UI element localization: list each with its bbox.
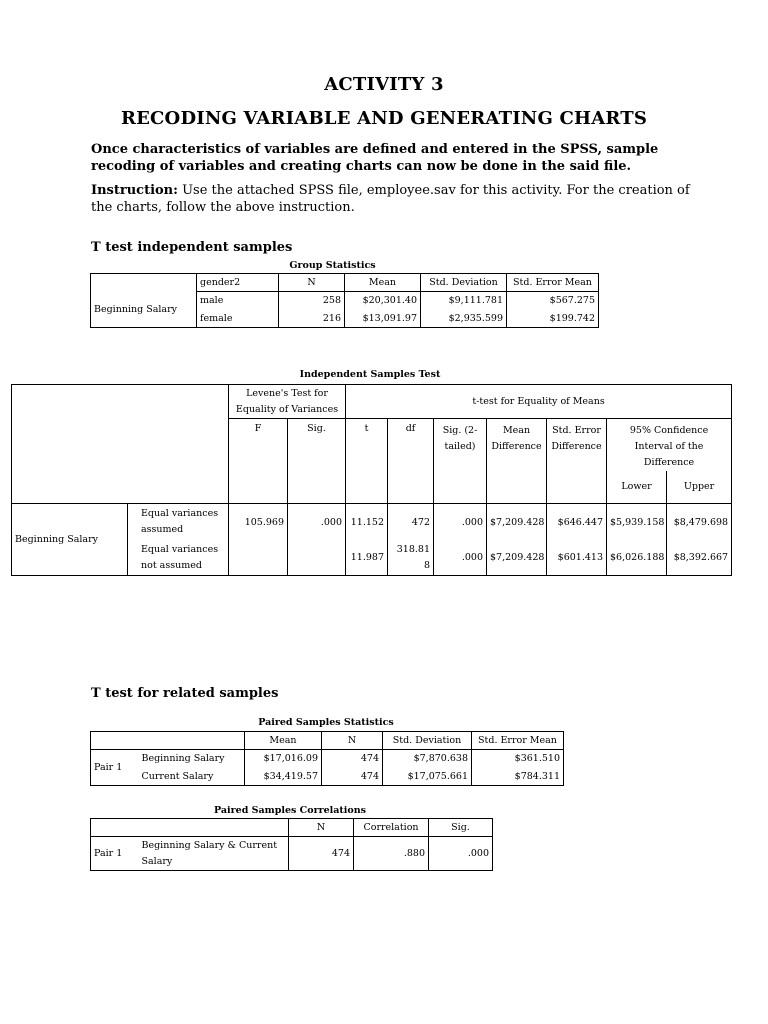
female-mean: $13,091.97 (345, 310, 421, 328)
not-assumed-t: 11.987 (346, 541, 388, 575)
levene-sig: .000 (288, 503, 346, 541)
correlation-sig: .000 (429, 837, 493, 871)
female-std-error-mean: $199.742 (507, 310, 599, 328)
intro-paragraph: Once characteristics of variables are defined and entered in the SPSS, sample recoding of variables and creating charts can now be done in the said file. (91, 142, 659, 174)
col-std-error-mean: Std. Error Mean (507, 274, 599, 292)
assumed-df: 472 (388, 503, 434, 541)
group-female: female (197, 310, 279, 328)
col-std-error-mean: Std. Error Mean (472, 732, 564, 750)
col-n: N (322, 732, 383, 750)
male-mean: $20,301.40 (345, 292, 421, 310)
instruction-paragraph (91, 182, 691, 216)
col-correlation: Correlation (354, 819, 429, 837)
table-row (12, 503, 732, 541)
current-salary-label: Current Salary (139, 768, 245, 786)
col-sig: Sig. (429, 819, 493, 837)
col-sig-2tailed: Sig. (2-tailed) (434, 419, 487, 504)
col-n: N (289, 819, 354, 837)
instruction-label: Instruction: (91, 183, 178, 198)
not-assumed-sig-2tailed: .000 (434, 541, 487, 575)
col-t: t (346, 419, 388, 504)
col-f: F (229, 419, 288, 504)
beginning-std-deviation: $7,870.638 (383, 750, 472, 768)
pair-variables-label: Beginning Salary & Current Salary (139, 837, 289, 871)
row-label-beginning-salary: Beginning Salary (91, 292, 197, 328)
independent-samples-table (11, 384, 732, 576)
col-mean: Mean (345, 274, 421, 292)
table-row (91, 750, 564, 768)
equal-variances-assumed-label: Equal variances assumed (128, 503, 229, 541)
blank-cell (12, 419, 229, 472)
not-assumed-std-error-difference: $601.413 (547, 541, 607, 575)
col-mean: Mean (245, 732, 322, 750)
current-n: 474 (322, 768, 383, 786)
current-mean: $34,419.57 (245, 768, 322, 786)
assumed-upper: $8,479.698 (667, 503, 732, 541)
blank-cell (12, 471, 229, 503)
equal-variances-not-assumed-label: Equal variances not assumed (128, 541, 229, 575)
col-std-error-difference: Std. Error Difference (547, 419, 607, 504)
pair-label: Pair 1 (91, 750, 139, 786)
table-row (91, 837, 493, 871)
col-sig: Sig. (288, 419, 346, 504)
table-row (91, 768, 564, 786)
instruction-text: Use the attached SPSS file, employee.sav for this activity. For the creation of the charts, follow the above instruction. (91, 183, 690, 215)
table-row (91, 292, 599, 310)
col-upper: Upper (667, 471, 732, 503)
assumed-t: 11.152 (346, 503, 388, 541)
assumed-std-error-difference: $646.447 (547, 503, 607, 541)
group-statistics-caption: Group Statistics (289, 260, 376, 271)
male-std-error-mean: $567.275 (507, 292, 599, 310)
beginning-mean: $17,016.09 (245, 750, 322, 768)
male-n: 258 (279, 292, 345, 310)
beginning-n: 474 (322, 750, 383, 768)
group-statistics-table (90, 273, 599, 328)
corner-cell (91, 819, 289, 837)
col-gender2: gender2 (197, 274, 279, 292)
beginning-std-error-mean: $361.510 (472, 750, 564, 768)
male-std-deviation: $9,111.781 (421, 292, 507, 310)
female-std-deviation: $2,935.599 (421, 310, 507, 328)
independent-samples-caption: Independent Samples Test (299, 369, 441, 380)
section-heading-related: T test for related samples (91, 686, 279, 701)
col-mean-difference: Mean Difference (487, 419, 547, 504)
col-lower: Lower (607, 471, 667, 503)
assumed-sig-2tailed: .000 (434, 503, 487, 541)
corner-cell (91, 274, 197, 292)
col-std-deviation: Std. Deviation (421, 274, 507, 292)
female-n: 216 (279, 310, 345, 328)
pair-label: Pair 1 (91, 837, 139, 871)
paired-correlations-table (90, 818, 493, 871)
ttest-header: t-test for Equality of Means (346, 385, 732, 419)
beginning-salary-label: Beginning Salary (139, 750, 245, 768)
correlation-value: .880 (354, 837, 429, 871)
not-assumed-lower: $6,026.188 (607, 541, 667, 575)
corner-cell (91, 732, 245, 750)
group-male: male (197, 292, 279, 310)
paired-statistics-table (90, 731, 564, 786)
levene-sig-empty (288, 541, 346, 575)
assumed-mean-difference: $7,209.428 (487, 503, 547, 541)
col-std-deviation: Std. Deviation (383, 732, 472, 750)
levene-header: Levene's Test for Equality of Variances (229, 385, 346, 419)
corner-cell (12, 385, 229, 419)
row-label-beginning-salary: Beginning Salary (12, 503, 128, 575)
col-n: N (279, 274, 345, 292)
activity-title: ACTIVITY 3 (324, 74, 444, 95)
current-std-deviation: $17,075.661 (383, 768, 472, 786)
activity-subtitle: RECODING VARIABLE AND GENERATING CHARTS (120, 108, 648, 129)
section-heading-independent: T test independent samples (91, 240, 293, 255)
levene-f-empty (229, 541, 288, 575)
correlation-n: 474 (289, 837, 354, 871)
not-assumed-df: 318.818 (388, 541, 434, 575)
not-assumed-mean-difference: $7,209.428 (487, 541, 547, 575)
paired-statistics-caption: Paired Samples Statistics (258, 717, 394, 728)
not-assumed-upper: $8,392.667 (667, 541, 732, 575)
assumed-lower: $5,939.158 (607, 503, 667, 541)
col-df: df (388, 419, 434, 504)
paired-correlations-caption: Paired Samples Correlations (214, 805, 366, 816)
current-std-error-mean: $784.311 (472, 768, 564, 786)
levene-f: 105.969 (229, 503, 288, 541)
col-confidence-interval: 95% Confidence Interval of the Difference (607, 419, 732, 472)
